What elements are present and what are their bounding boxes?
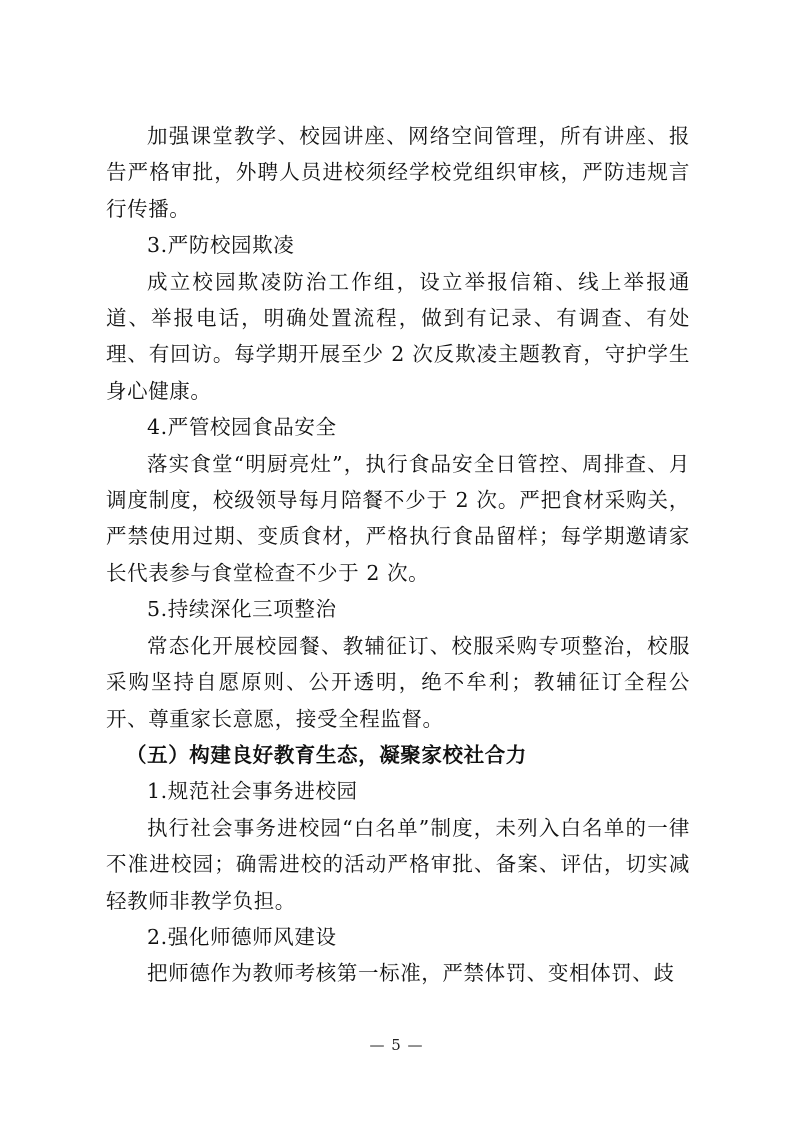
document-body [106, 118, 690, 992]
section-heading: 3.严防校园欺凌 [147, 233, 295, 258]
section-heading: 1.规范社会事务进校园 [147, 779, 358, 804]
paragraph: 加强课堂教学、校园讲座、网络空间管理，所有讲座、报告严格审批，外聘人员进校须经学校党组织审核，严防违规言行传播。 [106, 124, 690, 221]
paragraph: 成立校园欺凌防治工作组，设立举报信箱、线上举报通道、举报电话，明确处置流程，做到有记录、有调查、有处理、有回访。每学期开展至少 2 次反欺凌主题教育，守护学生身心健康。 [106, 269, 690, 403]
section-heading: 2.强化师德师风建设 [147, 924, 337, 949]
section-heading: 4.严管校园食品安全 [147, 415, 337, 440]
paragraph: 把师德作为教师考核第一标准，严禁体罚、变相体罚、歧 [147, 961, 675, 986]
chapter-heading: （五）构建良好教育生态，凝聚家校社合力 [126, 742, 527, 767]
paragraph: 落实食堂“明厨亮灶”，执行食品安全日管控、周排查、月调度制度，校级领导每月陪餐不少于 2 次。严把食材采购关，严禁使用过期、变质食材，严格执行食品留样；每学期邀请家长代表参与食堂检查不少于 2 次。 [106, 451, 690, 585]
page-number: — 5 — [369, 1036, 424, 1054]
paragraph: 常态化开展校园餐、教辅征订、校服采购专项整治，校服采购坚持自愿原则、公开透明，绝不牟利；教辅征订全程公开、尊重家长意愿，接受全程监督。 [106, 633, 690, 731]
paragraph: 执行社会事务进校园“白名单”制度，未列入白名单的一律不准进校园；确需进校的活动严格审批、备案、评估，切实减轻教师非教学负担。 [106, 815, 690, 913]
section-heading: 5.持续深化三项整治 [147, 597, 337, 622]
